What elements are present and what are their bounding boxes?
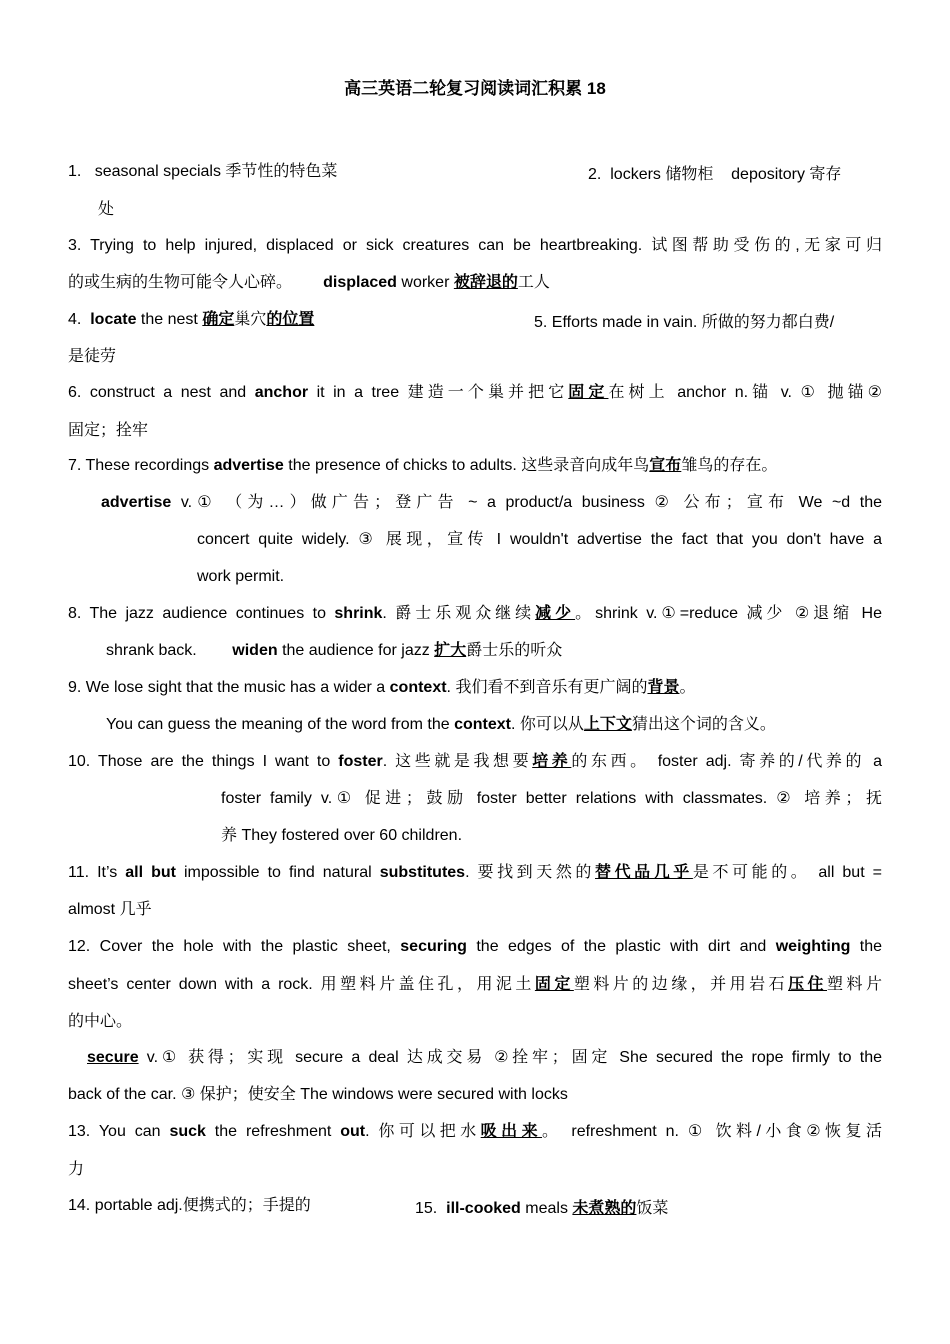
vocab-item-8-cont: shrank back. widen the audience for jazz 扩大爵士乐的听众: [106, 642, 563, 659]
vocab-item-15: 15. ill-cooked meals 未煮熟的饭菜: [415, 1200, 669, 1217]
vocab-item-1: 1. seasonal specials 季节性的特色菜: [68, 163, 338, 180]
vocab-item-6-cont: 固定；拴牢: [68, 422, 149, 439]
vocab-item-7-def3: work permit.: [197, 568, 285, 585]
vocab-item-10-def2: 养 They fostered over 60 children.: [221, 827, 463, 844]
vocab-item-10-def: foster family v.① 促进；鼓励 foster better relations with classmates. ② 培养；抚: [221, 790, 882, 807]
vocab-item-12-cont2: 的中心。: [68, 1013, 133, 1030]
vocab-item-12-def: secure v.① 获得；实现 secure a deal 达成交易 ②拴牢；固定 She secured the rope firmly to the: [87, 1049, 882, 1066]
vocab-item-12-def2: back of the car. ③ 保护；使安全 The windows were secured with locks: [68, 1086, 568, 1103]
vocab-item-12-cont: sheet’s center down with a rock. 用塑料片盖住孔，用泥土固定塑料片的边缘，并用岩石压住塑料片: [68, 976, 882, 993]
vocab-item-8: 8. The jazz audience continues to shrink. 爵士乐观众继续减少。shrink v.①=reduce 减少 ②退缩 He: [68, 605, 882, 622]
vocab-item-5-cont: 是徒劳: [68, 348, 117, 365]
vocab-item-6: 6. construct a nest and anchor it in a tree 建造一个巢并把它固定在树上 anchor n.锚 v. ① 抛锚②: [68, 384, 882, 401]
vocab-item-7: 7. These recordings advertise the presence of chicks to adults. 这些录音向成年鸟宣布雏鸟的存在。: [68, 457, 778, 474]
vocab-item-4: 4. locate the nest 确定巢穴的位置: [68, 311, 315, 328]
vocab-item-2-cont: 处: [98, 201, 115, 218]
vocab-item-12: 12. Cover the hole with the plastic sheet, securing the edges of the plastic with dirt and weighting the: [68, 938, 883, 955]
vocab-item-3: 3. Trying to help injured, displaced or sick creatures can be heartbreaking. 试图帮助受伤的,无家可归: [68, 237, 882, 254]
vocab-item-11: 11. It’s all but impossible to find natural substitutes. 要找到天然的替代品几乎是不可能的。 all but =: [68, 864, 883, 881]
vocab-item-9: 9. We lose sight that the music has a wider a context. 我们看不到音乐有更广阔的背景。: [68, 679, 696, 696]
vocab-item-3-cont: 的或生病的生物可能令人心碎。 displaced worker 被辞退的工人: [68, 274, 550, 291]
vocab-item-7-def: advertise v.① （为…）做广告；登广告 ~ a product/a business ② 公布；宣布 We ~d the: [101, 494, 882, 511]
vocab-item-13-cont: 力: [68, 1161, 85, 1178]
vocab-item-13: 13. You can suck the refreshment out. 你可以把水吸出来。 refreshment n. ① 饮料/小食②恢复活: [68, 1123, 882, 1140]
vocab-item-2: 2. lockers 储物柜 depository 寄存: [588, 166, 842, 183]
vocab-item-10: 10. Those are the things I want to foster. 这些就是我想要培养的东西。 foster adj. 寄养的/代养的 a: [68, 753, 882, 770]
page-title: 高三英语二轮复习阅读词汇积累 18: [344, 79, 606, 98]
vocab-item-7-def2: concert quite widely. ③ 展现，宣传 I wouldn't advertise the fact that you don't have a: [197, 531, 882, 548]
vocab-item-11-cont: almost 几乎: [68, 901, 152, 918]
vocab-item-14: 14. portable adj.便携式的；手提的: [68, 1197, 311, 1214]
vocab-item-5: 5. Efforts made in vain. 所做的努力都白费/: [534, 314, 835, 331]
vocab-item-9-cont: You can guess the meaning of the word from the context. 你可以从上下文猜出这个词的含义。: [106, 716, 776, 733]
